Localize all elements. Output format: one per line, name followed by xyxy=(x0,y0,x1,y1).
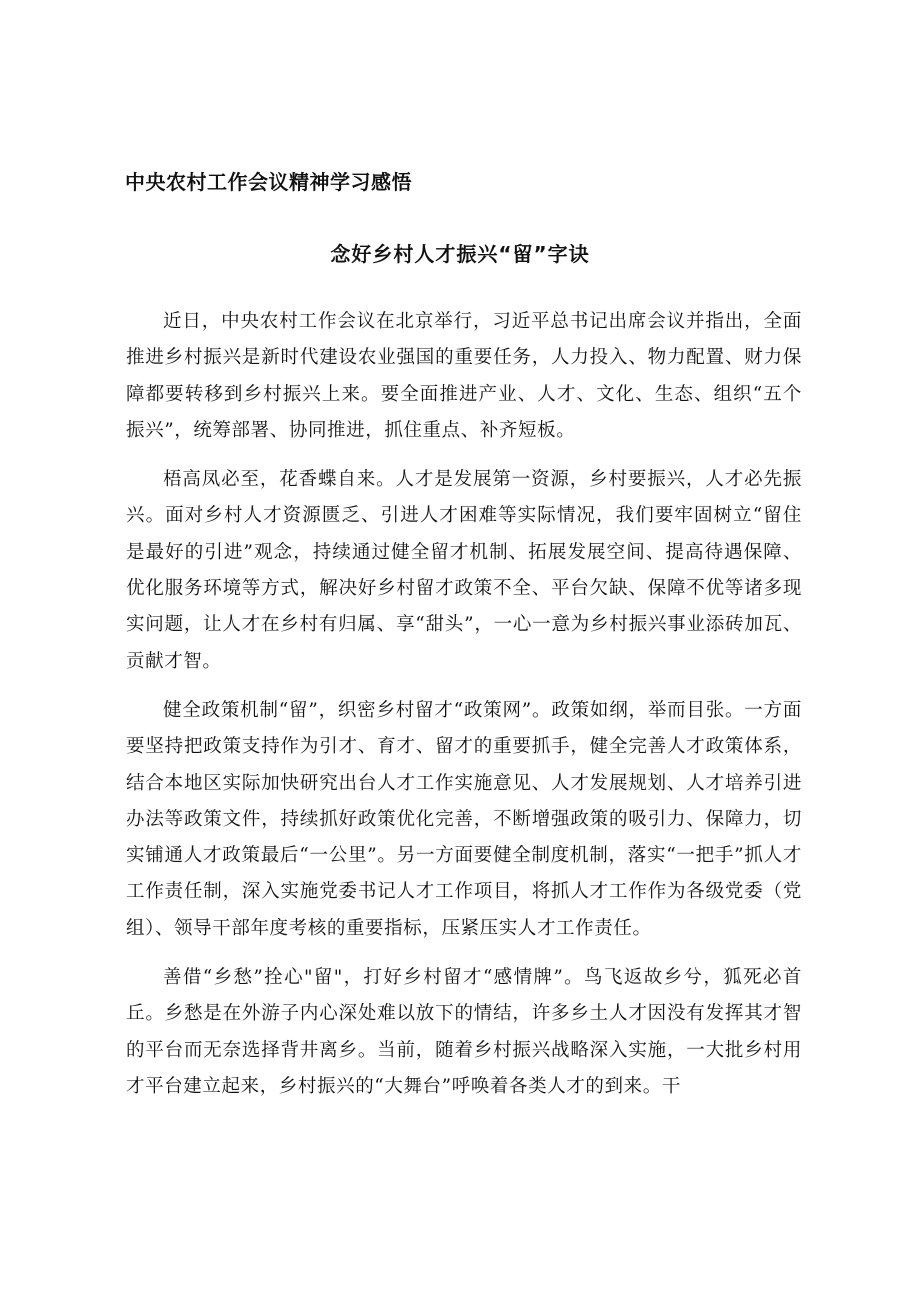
article-body xyxy=(126,304,802,1118)
paragraph-1: 近日，中央农村工作会议在北京举行，习近平总书记出席会议并指出，全面推进乡村振兴是新时代建设农业强国的重要任务，人力投入、物力配置、财力保障都要转移到乡村振兴上来。要全面推进产业、人才、文化、生态、组织“五个振兴”，统筹部署、协同推进，抓住重点、补齐短板。 xyxy=(126,311,802,441)
paragraph-3: 健全政策机制“留”，织密乡村留才“政策网”。政策如纲，举而目张。一方面要坚持把政策支持作为引才、育才、留才的重要抓手，健全完善人才政策体系，结合本地区实际加快研究出台人才工作实施意见、人才发展规划、人才培养引进办法等政策文件，持续抓好政策优化完善，不断增强政策的吸引力、保障力，切实铺通人才政策最后“一公里”。另一方面要健全制度机制，落实“一把手”抓人才工作责任制，深入实施党委书记人才工作项目，将抓人才工作作为各级党委（党组）、领导干部年度考核的重要指标，压紧压实人才工作责任。 xyxy=(126,699,802,939)
paragraph-4: 善借“乡愁”拴心"留"，打好乡村留才“感情牌”。鸟飞返故乡兮，狐死必首丘。乡愁是在外游子内心深处难以放下的情结，许多乡土人才因没有发挥其才智的平台而无奈选择背井离乡。当前，随着乡村振兴战略深入实施，一大批乡村用才平台建立起来，乡村振兴的“大舞台”呼唤着各类人才的到来。干 xyxy=(126,967,802,1097)
article-title: 念好乡村人才振兴“留”字诀 xyxy=(330,242,590,266)
paragraph-2: 梧高凤必至，花香蝶自来。人才是发展第一资源，乡村要振兴，人才必先振兴。面对乡村人才资源匮乏、引进人才困难等实际情况，我们要牢固树立“留住是最好的引进”观念，持续通过健全留才机制、拓展发展空间、提高待遇保障、优化服务环境等方式，解决好乡村留才政策不全、平台欠缺、保障不优等诸多现实问题，让人才在乡村有归属、享“甜头”，一心一意为乡村振兴事业添砖加瓦、贡献才智。 xyxy=(126,469,802,672)
header-title: 中央农村工作会议精神学习感悟 xyxy=(125,170,412,194)
